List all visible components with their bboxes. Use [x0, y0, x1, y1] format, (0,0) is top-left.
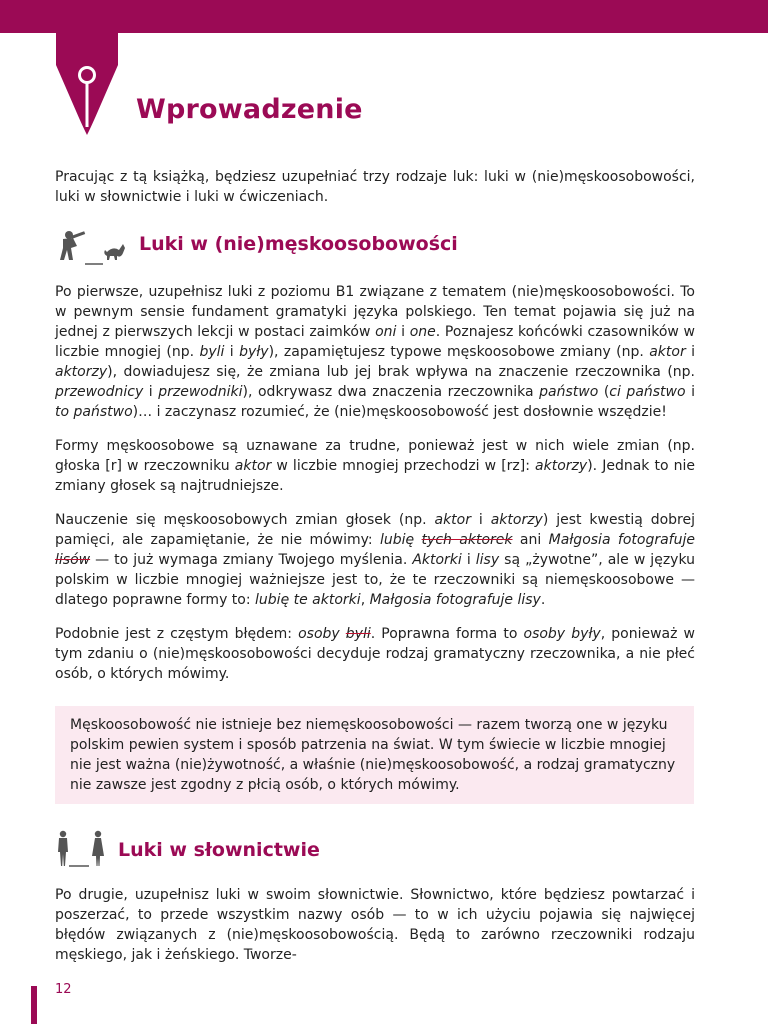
page-number: 12 — [55, 982, 72, 997]
gender-paragraph-2: Formy męskoosobowe są uznawane za trudne, ponieważ jest w nich wiele zmian (np. głoska [r] w rzeczowniku aktor w liczbie mnogiej przechodzi w [rz]: aktorzy). Jednak to nie zmiany głosek są najtrudniejsze. — [55, 438, 696, 494]
vocabulary-paragraph-1: Po drugie, uzupełnisz luki w swoim słownictwie. Słownictwo, które będziesz powtarzać i poszerzać, to przede wszystkim nazwy osób — to w ich użyciu pojawia się najwięcej błędów związanych z (nie)męskoosobowością. Będą to zarówno rzeczowniki rodzaju męskiego, jak i żeńskiego. Tworze- — [55, 887, 695, 963]
man-and-woman-icon — [55, 830, 107, 870]
hunter-and-fox-icon — [55, 226, 129, 266]
page-title: Wprowadzenie — [136, 94, 363, 125]
intro-paragraph: Pracując z tą książką, będziesz uzupełniać trzy rodzaje luk: luki w (nie)męskoosobowości, luki w słownictwie i luki w ćwiczeniach. — [55, 169, 695, 205]
callout-box — [55, 706, 694, 804]
top-accent-bar — [0, 0, 768, 33]
strikethrough-error: tych aktorek — [421, 532, 513, 548]
section-heading-gender — [55, 226, 495, 266]
strikethrough-error: byli — [345, 626, 371, 642]
gender-paragraph-1: Po pierwsze, uzupełnisz luki z poziomu B1 związane z tematem (nie)męskoosobowości. To w pewnym sensie fundament gramatyki języka polskiego. Ten temat pojawia się już na jednej z pierwszych lekcji w postaci zaimków oni i one. Poznajesz końcówki czasowników w liczbie mnogiej (np. byli i były), zapamiętujesz typowe męskoosobowe zmiany (np. aktor i aktorzy), dowiadujesz się, że zmiana lub jej brak wpływa na znaczenie rzeczownika (np. przewodnicy i przewodniki), odkrywasz dwa znaczenia rzeczownika państwo (ci państwo i to państwo)… i zaczynasz rozumieć, że (nie)męskoosobowość jest dosłownie wszędzie! — [55, 284, 696, 420]
section-title-gender: Luki w (nie)męskoosobowości — [139, 233, 458, 255]
section-heading-vocabulary — [55, 830, 395, 870]
callout-text: Męskoosobowość nie istnieje bez niemęskoosobowości — razem tworzą one w języku polskim pewien system i sposób patrzenia na świat. W tym świecie w liczbie mnogiej nie jest ważna (nie)żywotność, a właśnie (nie)męskoosobowość, a rodzaj gramatyczny nie zawsze jest zgodny z płcią osób, o których mówimy. — [70, 717, 676, 793]
gender-paragraph-4: Podobnie jest z częstym błędem: osoby byli. Poprawna forma to osoby były, ponieważ w tym zdaniu o (nie)męskoosobowości decyduje rodzaj gramatyczny rzeczownika, a nie płeć osób, o których mówimy. — [55, 626, 695, 682]
page-edge-marker — [31, 986, 37, 1024]
strikethrough-error: lisów — [55, 552, 91, 568]
fountain-pen-nib-icon — [56, 33, 118, 135]
gender-paragraph-3: Nauczenie się męskoosobowych zmian głosek (np. aktor i aktorzy) jest kwestią dobrej pamięci, ale zapamiętanie, że nie mówimy: lubię tych aktorek ani Małgosia fotografuje lisów — to już wymaga zmiany Twojego myślenia. Aktorki i lisy są „żywotne”, ale w języku polskim w liczbie mnogiej ważniejsze jest to, że te rzeczowniki są niemęskoosobowe — dlatego poprawne formy to: lubię te aktorki, Małgosia fotografuje lisy. — [55, 512, 696, 608]
section-title-vocabulary: Luki w słownictwie — [118, 839, 320, 861]
